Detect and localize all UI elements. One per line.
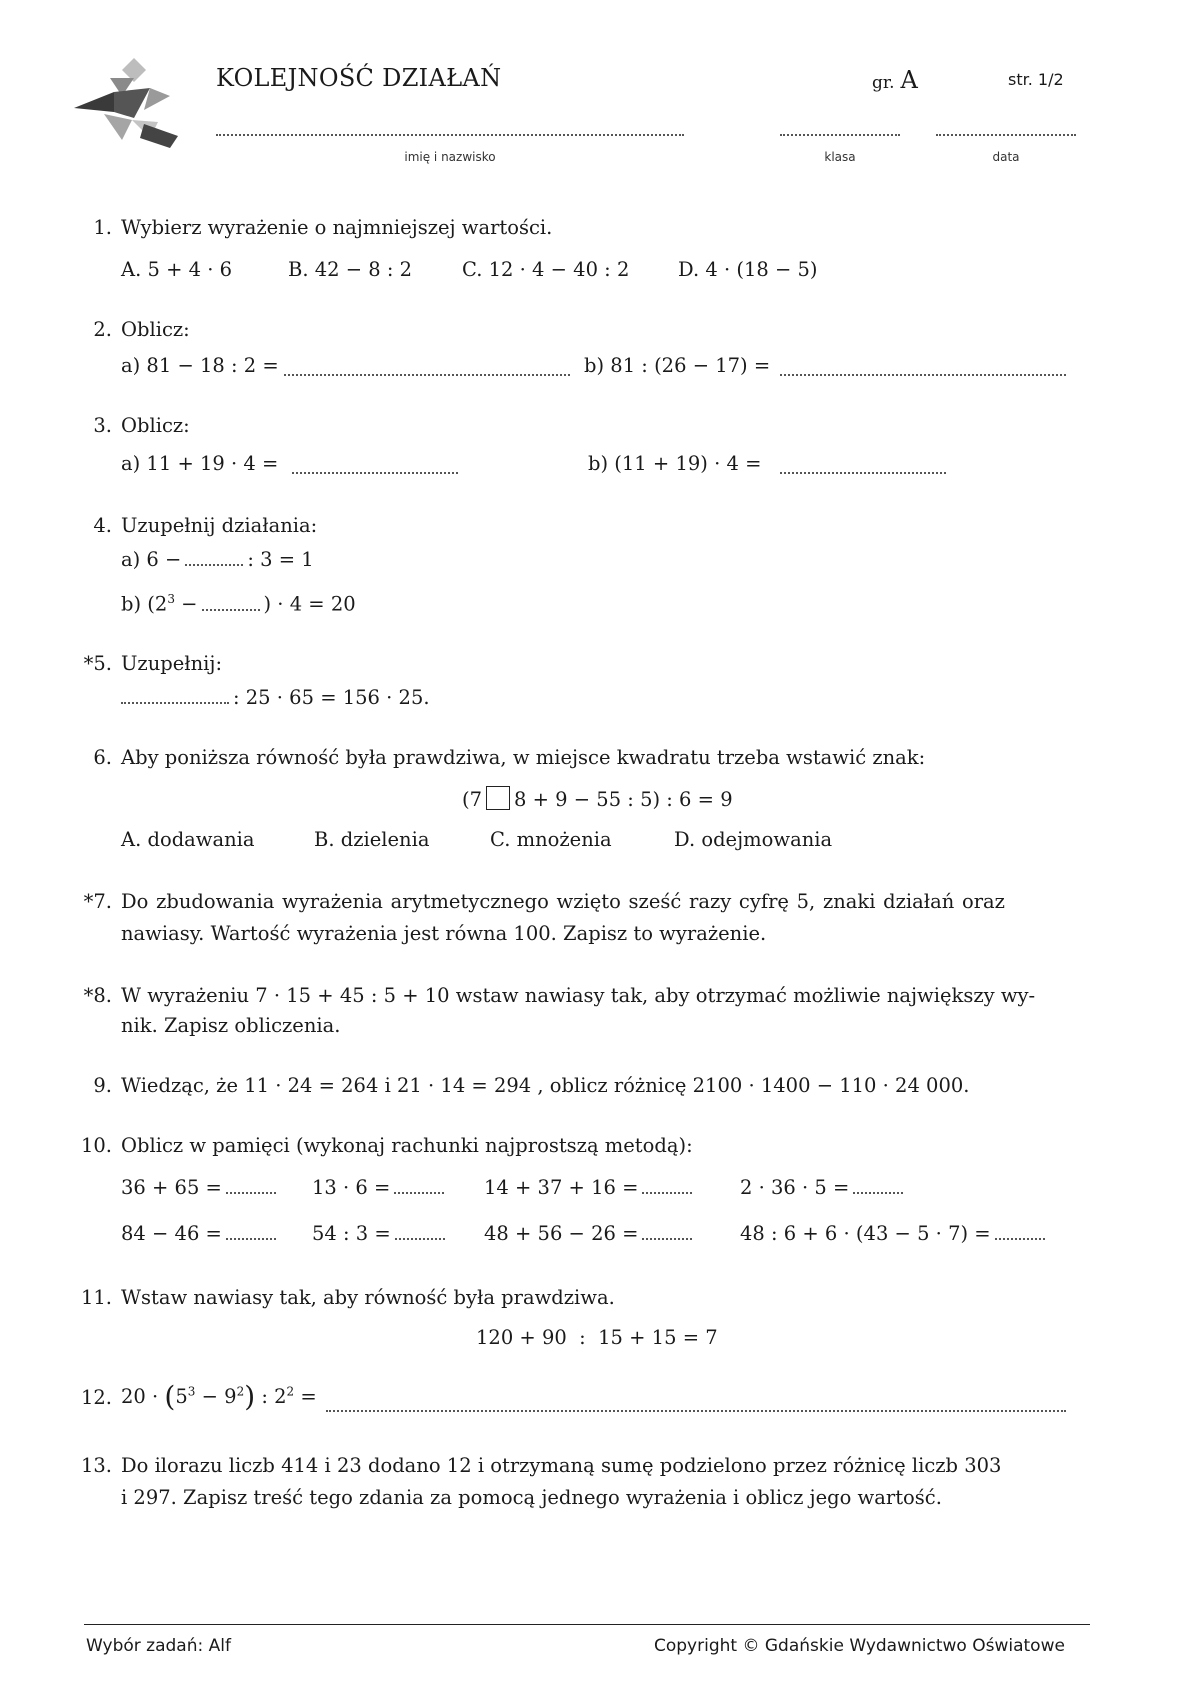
answer-field[interactable] [642, 1224, 692, 1240]
task-number: *7. [83, 890, 112, 913]
task-text: Do ilorazu liczb 414 i 23 dodano 12 i otrzymaną sumę podzielono przez różnicę liczb 303 [121, 1454, 1002, 1477]
expression-part: − [181, 592, 198, 616]
task-text: Do zbudowania wyrażenia arytmetycznego wzięto sześć razy cyfrę 5, znaki działań oraz [121, 890, 1005, 913]
mental-math-item [121, 1176, 280, 1199]
expression-part: 5 [175, 1385, 188, 1408]
group-value: A [900, 66, 918, 94]
expression-part: 84 − 46 = [121, 1222, 222, 1245]
option-d[interactable]: D. odejmowania [674, 828, 833, 851]
task-prompt: Aby poniższa równość była prawdziwa, w miejsce kwadratu trzeba wstawić znak: [121, 746, 926, 769]
task-number: 6. [93, 746, 112, 769]
answer-field[interactable] [226, 1178, 276, 1194]
expression-a: a) 11 + 19 · 4 = [121, 452, 279, 475]
mental-math-item [121, 1222, 280, 1245]
answer-field[interactable] [284, 374, 570, 376]
expression-part: 48 : 6 + 6 · (43 − 5 · 7) = [740, 1222, 991, 1245]
task-prompt: Wstaw nawiasy tak, aby równość była prawdziwa. [121, 1286, 615, 1309]
expression-a: a) 81 − 18 : 2 = [121, 354, 279, 377]
answer-field[interactable] [642, 1178, 692, 1194]
task-number: 2. [93, 318, 112, 341]
date-field[interactable] [936, 134, 1076, 136]
task-number: 13. [80, 1454, 112, 1477]
footer-copyright: Copyright © Gdańskie Wydawnictwo Oświatowe [654, 1636, 1065, 1656]
task-prompt: Oblicz: [121, 318, 190, 341]
expression-part: 54 : 3 = [312, 1222, 391, 1245]
answer-field[interactable] [995, 1224, 1045, 1240]
task-prompt: Oblicz: [121, 414, 190, 437]
expression-part: : 2 [261, 1385, 287, 1408]
mental-math-item [484, 1222, 696, 1245]
mental-math-item [484, 1176, 696, 1199]
group-label: gr. [872, 73, 895, 93]
task-number: *5. [83, 652, 112, 675]
expression-part: 13 · 6 = [312, 1176, 391, 1199]
expression-a [121, 548, 314, 571]
option-a[interactable]: A. 5 + 4 · 6 [121, 258, 233, 281]
expression-part: b) (2 [121, 592, 168, 616]
class-caption: klasa [824, 150, 856, 164]
blank-field[interactable] [121, 688, 229, 704]
right-paren: ) [244, 1380, 256, 1413]
task-prompt: Oblicz w pamięci (wykonaj rachunki najprostszą metodą): [121, 1134, 693, 1157]
exponent: 3 [167, 592, 175, 606]
answer-field[interactable] [780, 374, 1066, 376]
task-number: 12. [80, 1386, 112, 1409]
publisher-logo-icon [74, 58, 184, 158]
task-number: 4. [93, 514, 112, 537]
expression-part: = [300, 1385, 317, 1408]
class-field[interactable] [780, 134, 900, 136]
expression [121, 1380, 317, 1413]
expression-b: b) 81 : (26 − 17) = [584, 354, 771, 377]
expression-part: 20 · [121, 1385, 159, 1408]
page-number: str. 1/2 [1008, 70, 1064, 89]
expression-part: 2 · 36 · 5 = [740, 1176, 850, 1199]
task-text: Wiedząc, że 11 · 24 = 264 i 21 · 14 = 294 , oblicz różnicę 2100 · 1400 − 110 · 24 000. [121, 1074, 970, 1097]
name-caption: imię i nazwisko [404, 150, 496, 164]
option-c[interactable]: C. mnożenia [490, 828, 612, 851]
group-indicator [872, 66, 918, 94]
task-number: 9. [93, 1074, 112, 1097]
option-c[interactable]: C. 12 · 4 − 40 : 2 [462, 258, 630, 281]
expression-part: 14 + 37 + 16 = [484, 1176, 639, 1199]
task-prompt: Wybierz wyrażenie o najmniejszej wartości. [121, 216, 553, 239]
answer-field[interactable] [394, 1178, 444, 1194]
blank-field[interactable] [202, 595, 260, 611]
mental-math-item [312, 1222, 449, 1245]
expression-part: ) · 4 = 20 [263, 592, 356, 616]
task-number: *8. [83, 984, 112, 1007]
date-caption: data [992, 150, 1020, 164]
footer-divider [84, 1624, 1090, 1625]
task-text: W wyrażeniu 7 · 15 + 45 : 5 + 10 wstaw nawiasy tak, aby otrzymać możliwie największy wy- [121, 984, 1036, 1007]
task-text: nawiasy. Wartość wyrażenia jest równa 100. Zapisz to wyrażenie. [121, 922, 767, 945]
answer-field[interactable] [780, 472, 946, 474]
task-text: i 297. Zapisz treść tego zdania za pomocą jednego wyrażenia i oblicz jego wartość. [121, 1486, 942, 1509]
equation-part: 8 + 9 − 55 : 5) : 6 = 9 [514, 788, 733, 811]
task-number: 1. [93, 216, 112, 239]
task-number: 10. [80, 1134, 112, 1157]
answer-field[interactable] [395, 1224, 445, 1240]
operator-box[interactable] [486, 786, 510, 810]
exponent: 2 [286, 1384, 295, 1399]
option-a[interactable]: A. dodawania [121, 828, 255, 851]
expression-part: : 25 · 65 = 156 · 25. [233, 686, 430, 709]
equation-part: (7 [462, 788, 483, 811]
option-b[interactable]: B. 42 − 8 : 2 [288, 258, 413, 281]
mental-math-item [312, 1176, 448, 1199]
expression-b: b) (11 + 19) · 4 = [588, 452, 762, 475]
task-number: 11. [80, 1286, 112, 1309]
equation: 120 + 90 : 15 + 15 = 7 [476, 1326, 718, 1349]
option-b[interactable]: B. dzielenia [314, 828, 430, 851]
expression-part: − 9 [201, 1385, 237, 1408]
expression [121, 686, 430, 709]
task-prompt: Uzupełnij: [121, 652, 223, 675]
expression-part: : 3 = 1 [247, 548, 314, 571]
task-text: nik. Zapisz obliczenia. [121, 1014, 341, 1037]
blank-field[interactable] [185, 550, 243, 566]
equation [462, 786, 733, 811]
answer-field[interactable] [226, 1224, 276, 1240]
mental-math-item [740, 1176, 907, 1199]
option-d[interactable]: D. 4 · (18 − 5) [678, 258, 818, 281]
name-field[interactable] [216, 134, 684, 136]
exponent: 2 [236, 1384, 245, 1399]
expression-b [121, 592, 356, 616]
expression-part: 48 + 56 − 26 = [484, 1222, 639, 1245]
task-number: 3. [93, 414, 112, 437]
answer-field[interactable] [292, 472, 458, 474]
expression-part: a) 6 − [121, 548, 182, 571]
expression-part: 36 + 65 = [121, 1176, 222, 1199]
footer-author: Wybór zadań: Alf [86, 1636, 231, 1656]
answer-field[interactable] [853, 1178, 903, 1194]
worksheet-title: KOLEJNOŚĆ DZIAŁAŃ [216, 64, 502, 92]
exponent: 3 [187, 1384, 196, 1399]
task-prompt: Uzupełnij działania: [121, 514, 318, 537]
left-paren: ( [164, 1380, 176, 1413]
answer-field[interactable] [326, 1410, 1066, 1412]
mental-math-item [740, 1222, 1049, 1245]
